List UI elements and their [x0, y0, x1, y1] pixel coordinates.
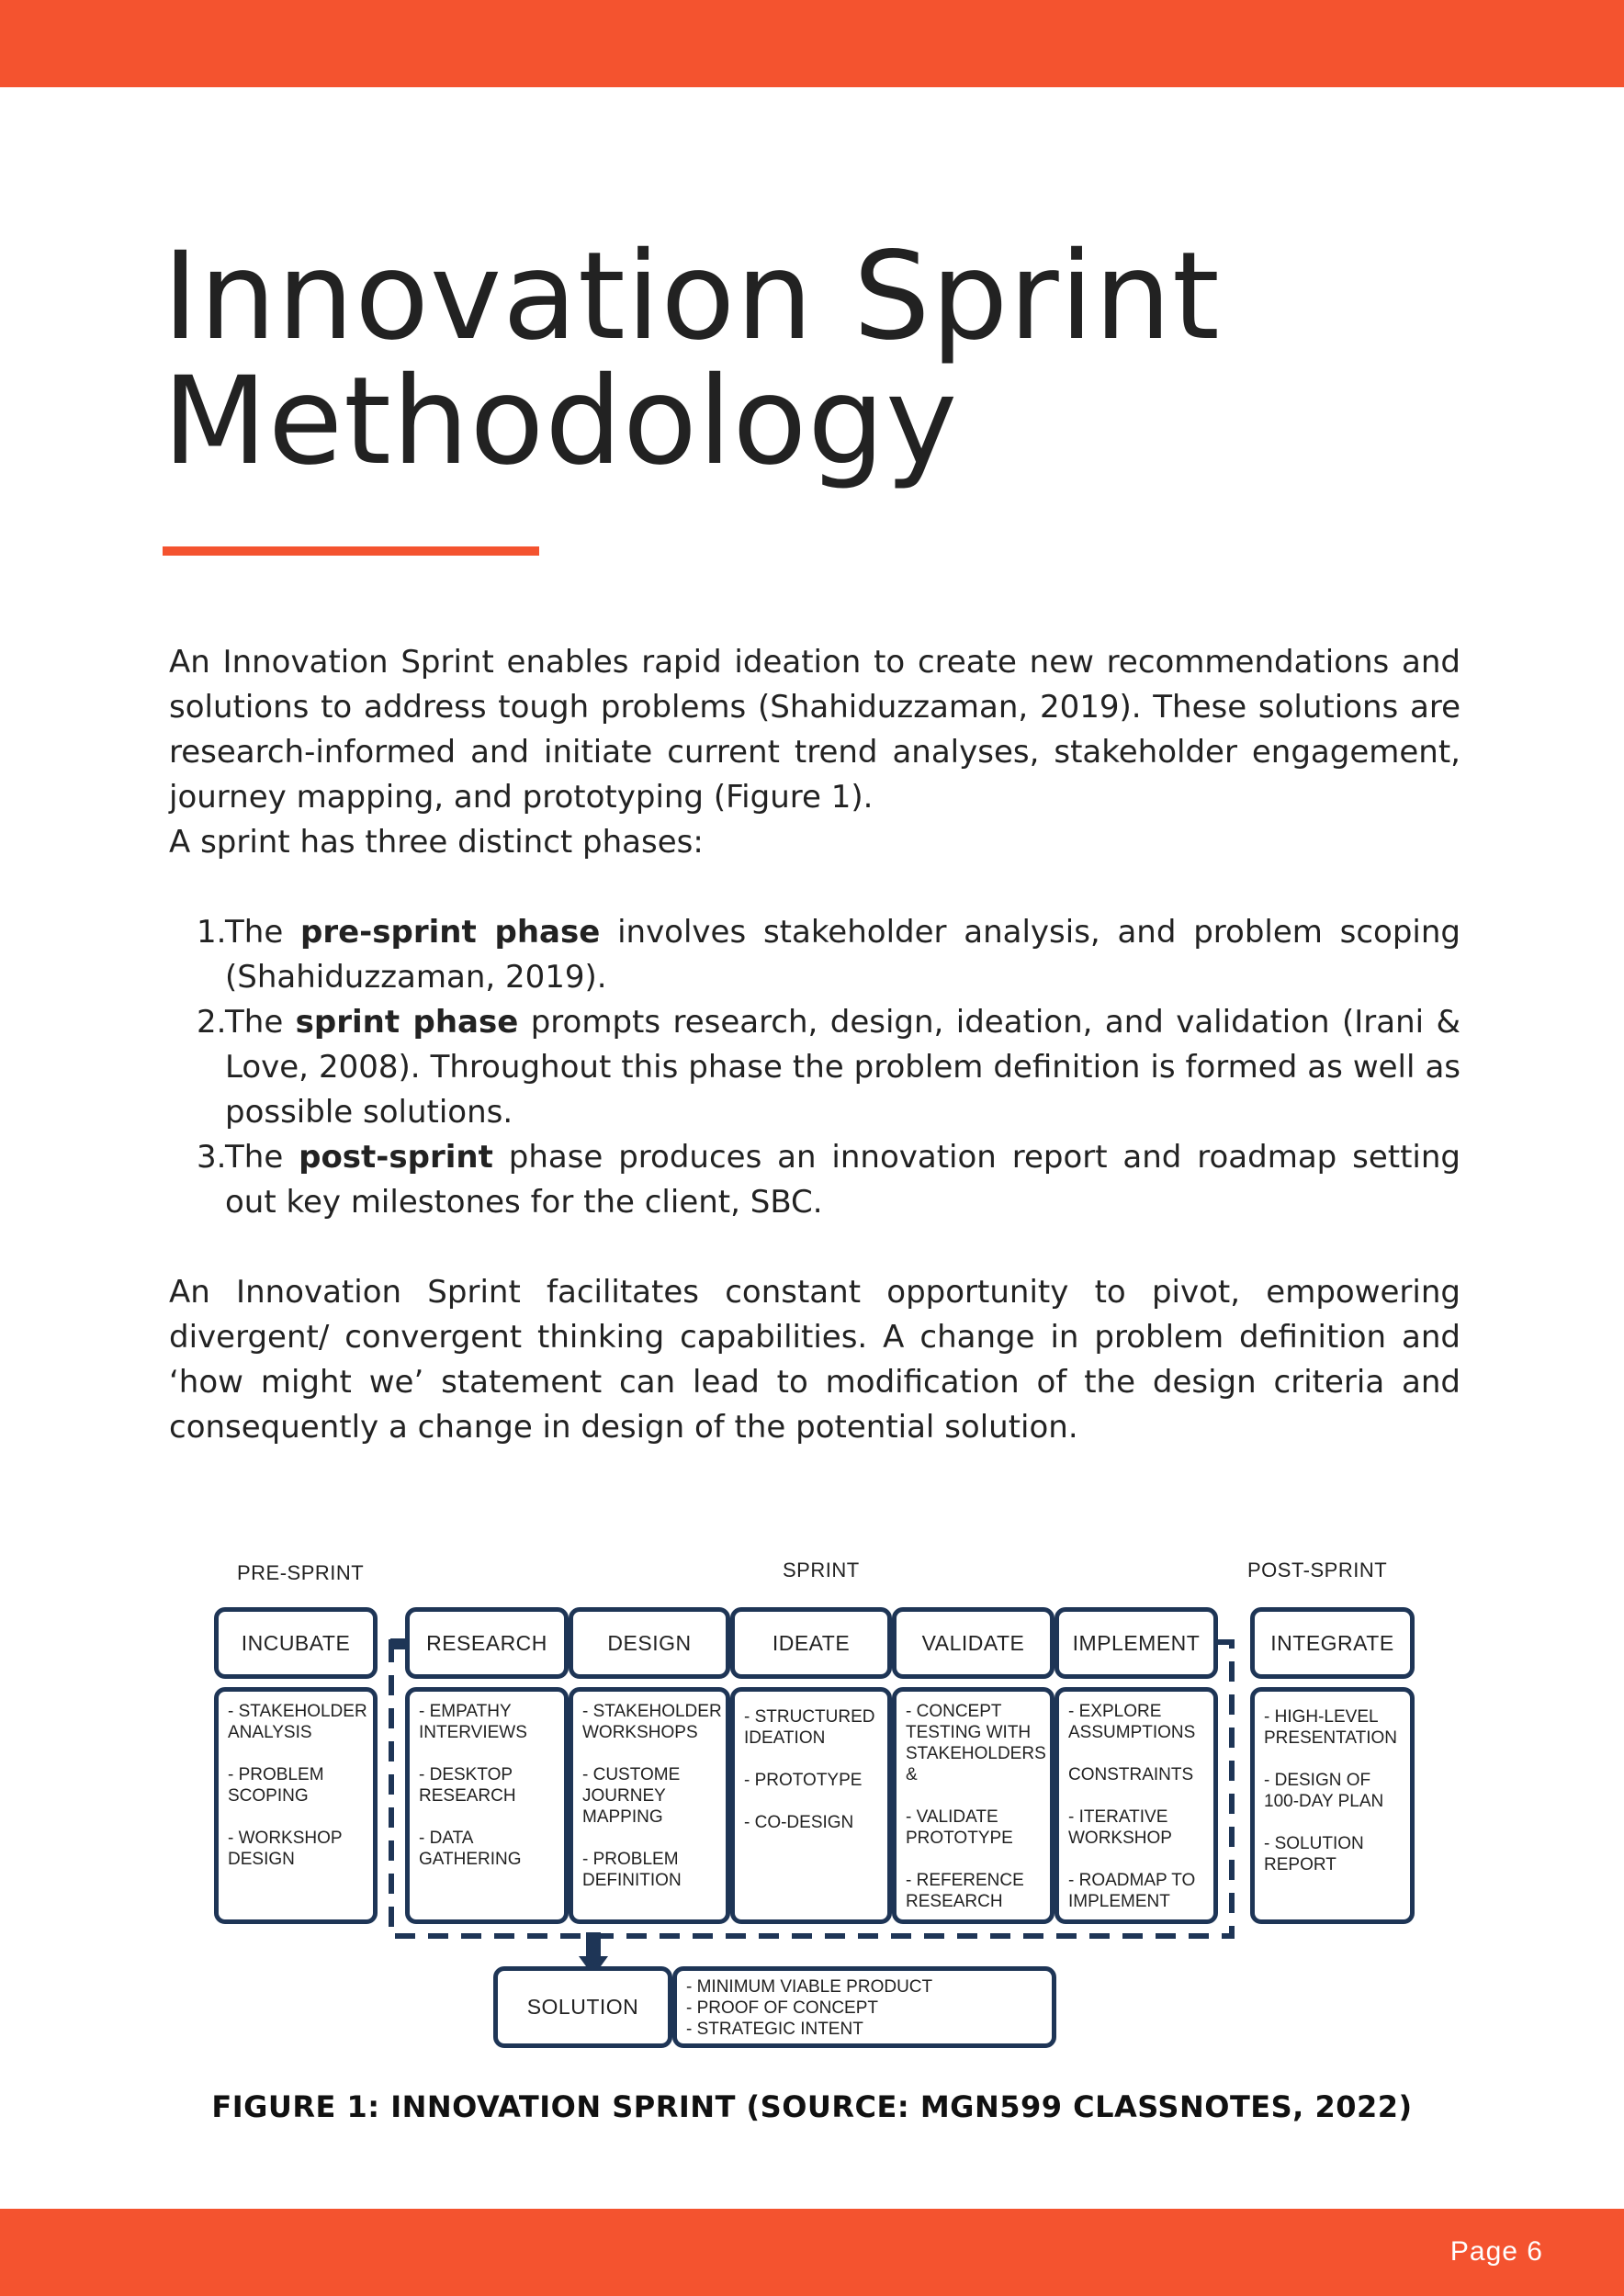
phase-item: 3. The post-sprint phase produces an innovation report and roadmap setting out key milestones for the client, SBC. [197, 1139, 1460, 1221]
top-accent-band [0, 0, 1624, 87]
phase-item: 2. The sprint phase prompts research, design, ideation, and validation (Irani & Love, 2008). Throughout this phase the problem definition is formed as well as possible solutions. [197, 1004, 1461, 1131]
phases-intro: A sprint has three distinct phases: [169, 824, 704, 861]
innovation-sprint-diagram [0, 1552, 1624, 2066]
title-line-1: Innovation Sprint [163, 226, 1221, 367]
pre-sprint-label: PRE-SPRINT [237, 1561, 365, 1584]
title-line-2: Methodology [163, 351, 959, 492]
stage-implement: IMPLEMENT [1054, 1607, 1218, 1679]
closing-paragraph: An Innovation Sprint facilitates constant opportunity to pivot, empowering divergent/ convergent thinking capabilities. A change in problem definition and ‘how might we’ statement can lead to modification of the design criteria and consequently a change in design of the potential solution. [169, 1274, 1460, 1446]
post-sprint-label: POST-SPRINT [1247, 1559, 1388, 1581]
intro-paragraph: An Innovation Sprint enables rapid ideation to create new recommendations and solutions to address tough problems (Shahiduzzaman, 2019). These solutions are research-informed and initiate current trend analyses, stakeholder engagement, journey mapping, and prototyping (Figure 1). [169, 644, 1460, 816]
page-number: Page 6 [1449, 2236, 1543, 2267]
figure-caption: FIGURE 1: INNOVATION SPRINT (SOURCE: MGN599 CLASSNOTES, 2022) [211, 2089, 1413, 2124]
stage-integrate: INTEGRATE [1250, 1607, 1415, 1679]
phases-list [169, 910, 1460, 1225]
solution-box: SOLUTION [493, 1966, 672, 2048]
bottom-accent-band [0, 2209, 1624, 2296]
design-activities: - STAKEHOLDER WORKSHOPS - CUSTOME JOURNEY MAPPING - PROBLEM DEFINITION [569, 1687, 730, 1924]
implement-activities: - EXPLORE ASSUMPTIONS CONSTRAINTS - ITERATIVE WORKSHOP - ROADMAP TO IMPLEMENT [1054, 1687, 1218, 1924]
page-title [163, 226, 1221, 492]
body-text [169, 640, 1460, 1450]
stage-incubate: INCUBATE [214, 1607, 378, 1679]
research-activities: - EMPATHY INTERVIEWS - DESKTOP RESEARCH - DATA GATHERING [405, 1687, 569, 1924]
integrate-activities: - HIGH-LEVEL PRESENTATION - DESIGN OF 100-DAY PLAN - SOLUTION REPORT [1250, 1687, 1415, 1924]
phase-item: 1. The pre-sprint phase involves stakeholder analysis, and problem scoping (Shahiduzzaman, 2019). [197, 914, 1461, 996]
solution-outcomes: - MINIMUM VIABLE PRODUCT - PROOF OF CONCEPT - STRATEGIC INTENT [672, 1966, 1056, 2048]
stage-ideate: IDEATE [730, 1607, 892, 1679]
validate-activities: - CONCEPT TESTING WITH STAKEHOLDERS & - VALIDATE PROTOTYPE - REFERENCE RESEARCH [892, 1687, 1054, 1924]
stage-validate: VALIDATE [892, 1607, 1054, 1679]
incubate-activities: - STAKEHOLDER ANALYSIS - PROBLEM SCOPING - WORKSHOP DESIGN [214, 1687, 378, 1924]
sprint-label: SPRINT [783, 1559, 860, 1581]
title-underline [163, 546, 539, 556]
stage-design: DESIGN [569, 1607, 730, 1679]
stage-research: RESEARCH [405, 1607, 569, 1679]
ideate-activities: - STRUCTURED IDEATION - PROTOTYPE - CO-DESIGN [730, 1687, 892, 1924]
